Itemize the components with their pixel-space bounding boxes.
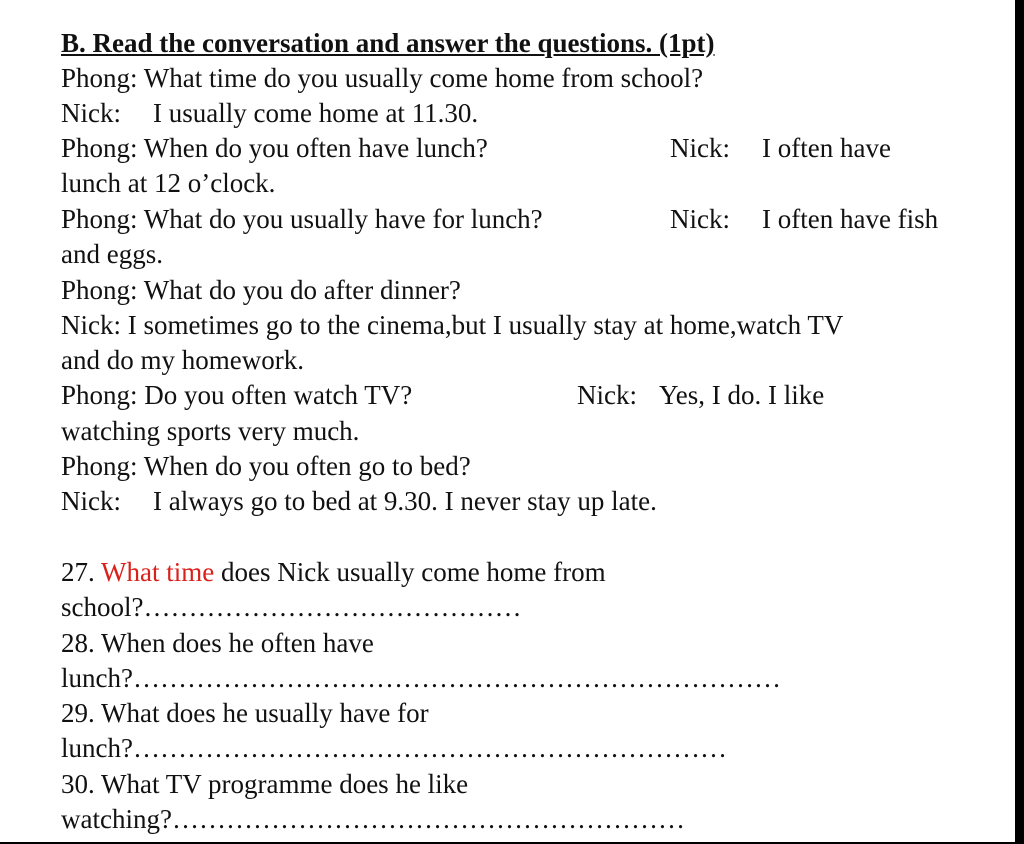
dialogue-line-10-answer	[577, 378, 824, 413]
highlighted-phrase: What time	[101, 557, 215, 587]
dialogue-text: I often have	[762, 133, 891, 163]
answer-line-29: lunch?…………………………………………………………	[61, 733, 727, 763]
page-border-right	[1015, 0, 1024, 844]
dialogue-line-1: Phong: What time do you usually come home from school?	[61, 63, 704, 93]
section-heading: B. Read the conversation and answer the questions. (1pt)	[61, 28, 715, 58]
dialogue-line-3	[61, 131, 488, 166]
dialogue-line-12: Phong: When do you often go to bed?	[61, 451, 471, 481]
dialogue-line-5	[61, 202, 543, 237]
dialogue-line-2	[61, 96, 478, 131]
dialogue-line-9: and do my homework.	[61, 345, 304, 375]
dialogue-question: Phong: What do you usually have for lunch?	[61, 204, 543, 234]
dialogue-line-5-answer	[670, 202, 938, 237]
dialogue-line-6: and eggs.	[61, 239, 163, 269]
dialogue-text: I always go to bed at 9.30. I never stay up late.	[153, 486, 657, 516]
speaker-nick: Nick:	[577, 380, 637, 410]
dialogue-question: Phong: When do you often have lunch?	[61, 133, 488, 163]
dialogue-text: I usually come home at 11.30.	[153, 98, 479, 128]
answer-line-28: lunch?………………………………………………………………	[61, 663, 781, 693]
question-number: 27.	[61, 557, 95, 587]
question-29: 29. What does he usually have for	[61, 698, 429, 728]
dialogue-line-10	[61, 378, 412, 413]
answer-line-27: school?……………………………………	[61, 592, 522, 622]
dialogue-line-8: Nick: I sometimes go to the cinema,but I usually stay at home,watch TV	[61, 310, 844, 340]
dialogue-line-11: watching sports very much.	[61, 416, 360, 446]
question-30: 30. What TV programme does he like	[61, 769, 469, 799]
dialogue-line-4: lunch at 12 o’clock.	[61, 168, 276, 198]
dialogue-question: Phong: Do you often watch TV?	[61, 380, 413, 410]
question-text: does Nick usually come home from	[220, 557, 606, 587]
speaker-nick: Nick:	[61, 486, 121, 516]
dialogue-text: Yes, I do. I like	[659, 380, 825, 410]
question-28: 28. When does he often have	[61, 628, 374, 658]
dialogue-line-13	[61, 484, 657, 519]
dialogue-line-3-answer	[670, 131, 891, 166]
dialogue-line-7: Phong: What do you do after dinner?	[61, 275, 461, 305]
speaker-nick: Nick:	[670, 204, 730, 234]
answer-line-30: watching?…………………………………………………	[61, 804, 685, 834]
question-27	[61, 555, 606, 590]
speaker-nick: Nick:	[61, 98, 121, 128]
dialogue-text: I often have fish	[762, 204, 939, 234]
speaker-nick: Nick:	[670, 133, 730, 163]
